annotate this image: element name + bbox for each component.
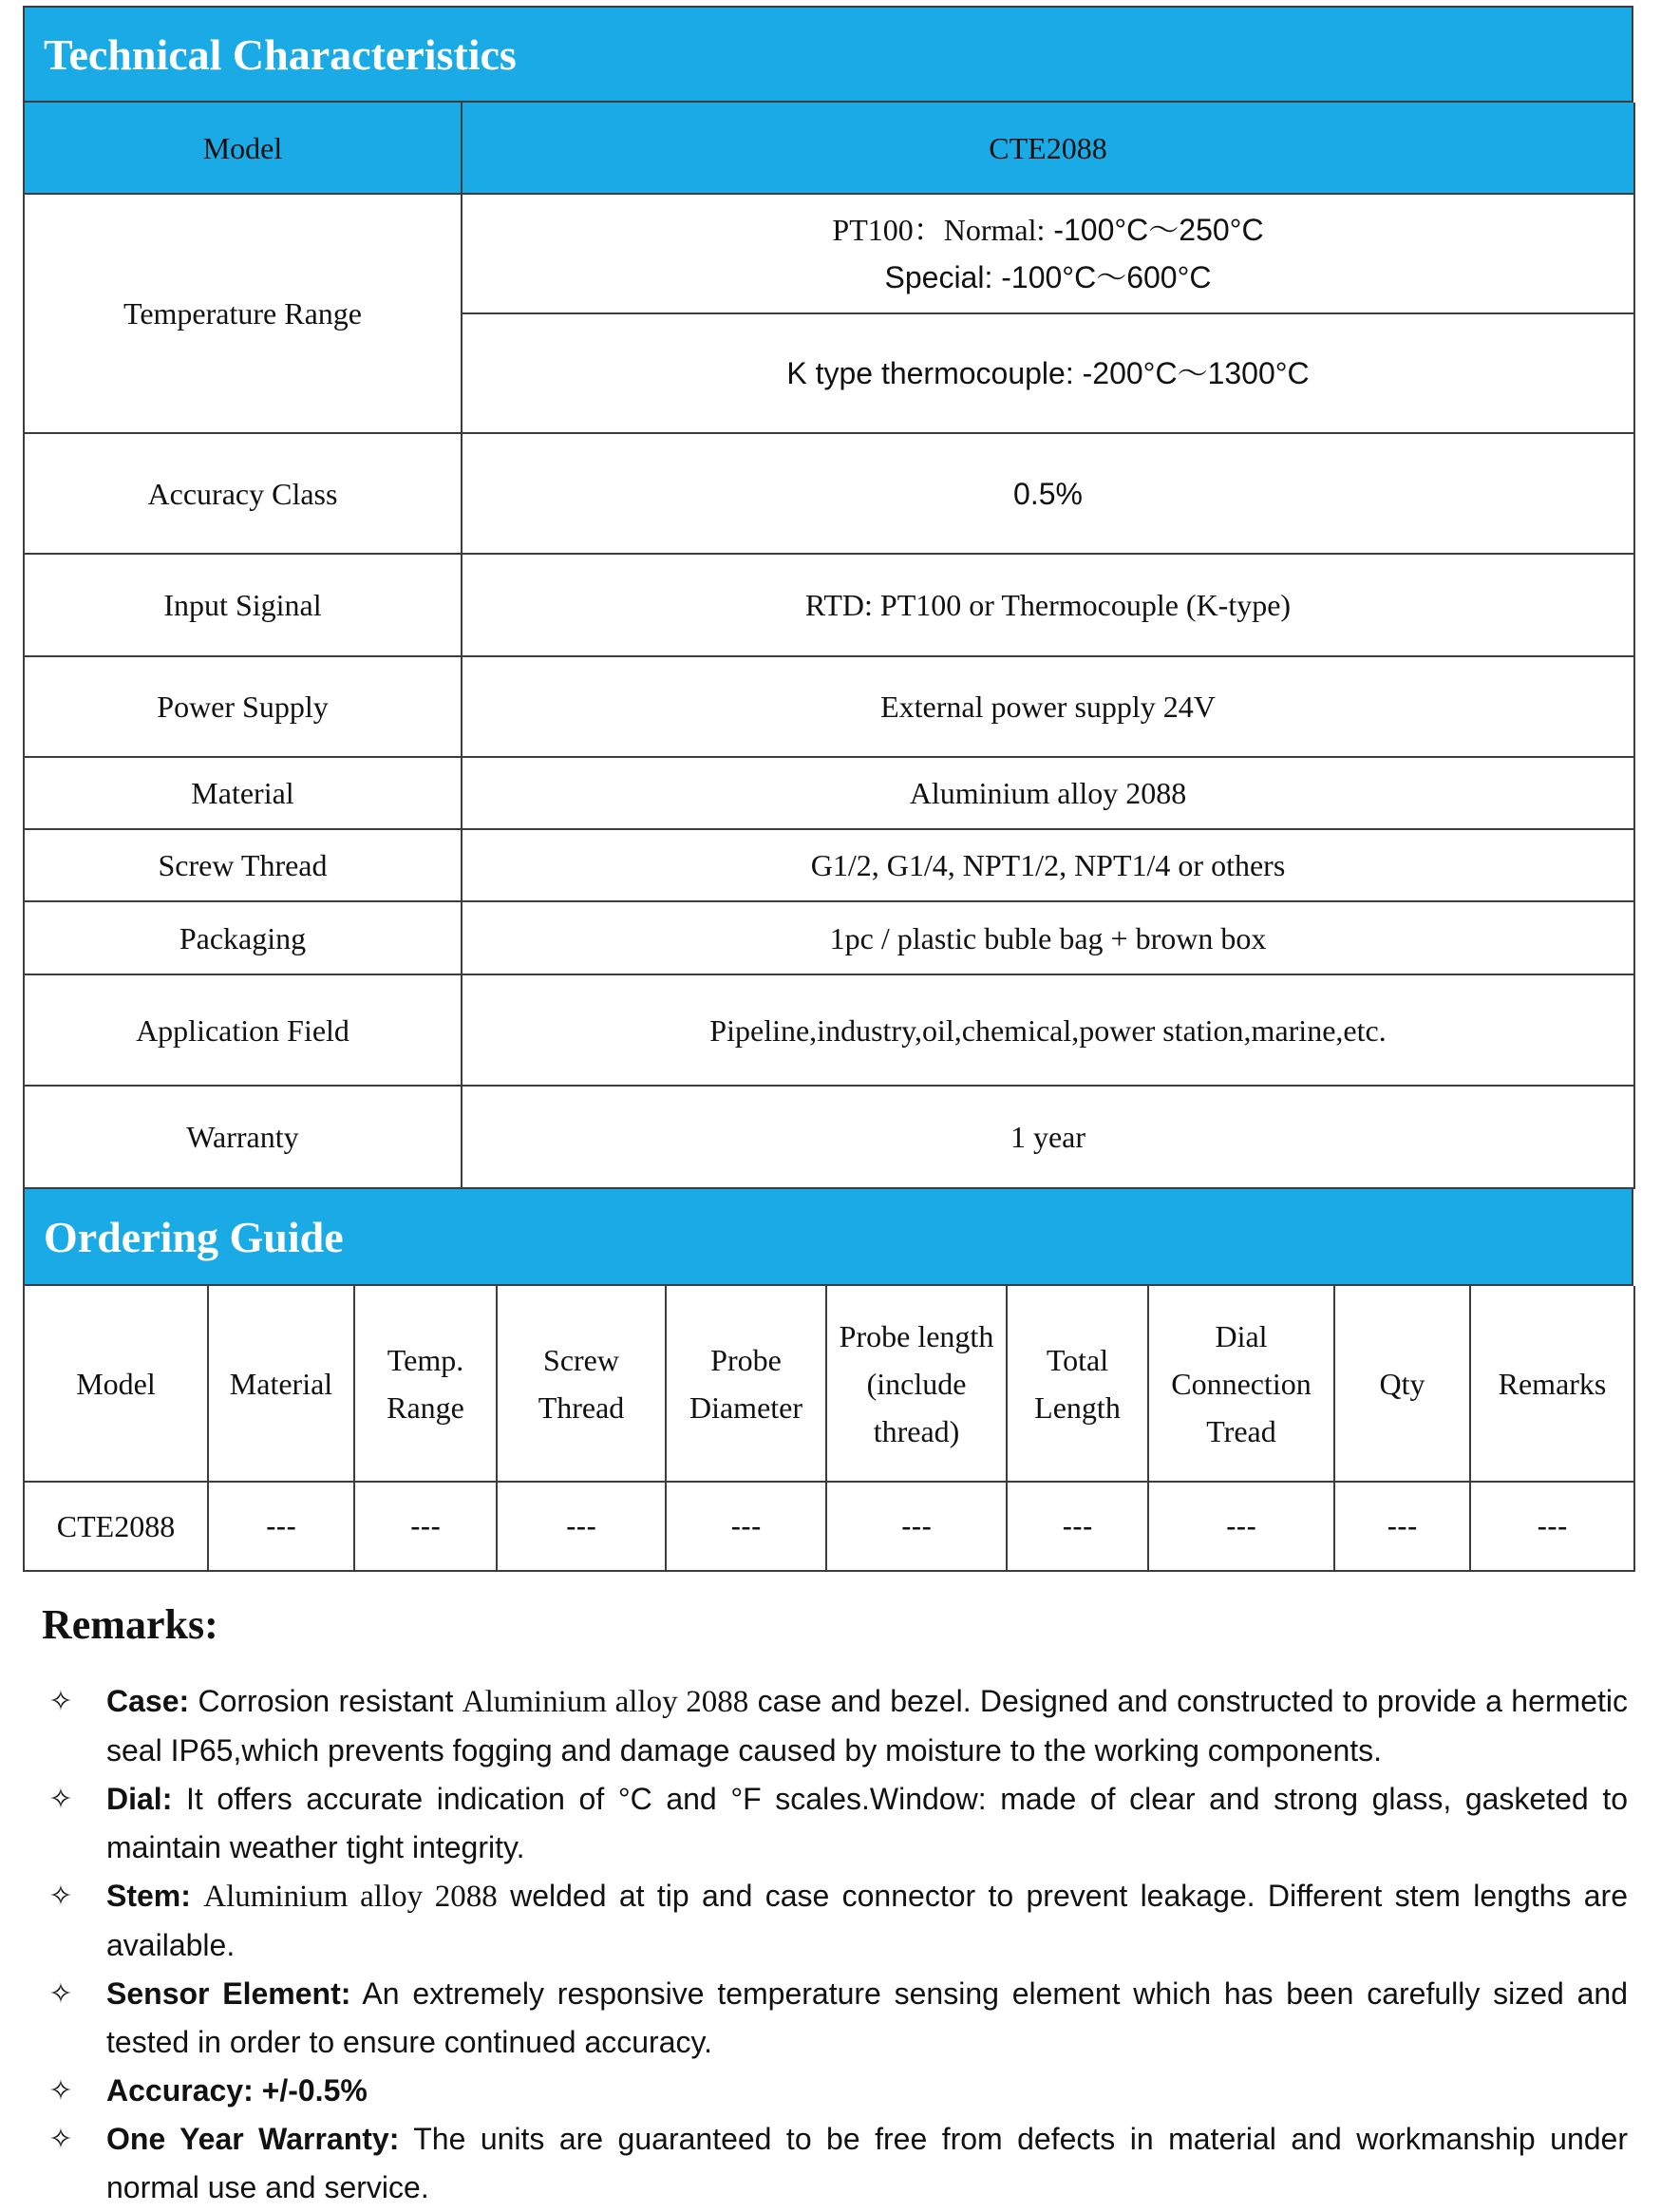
cell-temp-range: --- — [354, 1482, 497, 1571]
spec-sheet — [23, 6, 1633, 1572]
remarks-title: Remarks: — [42, 1601, 218, 1648]
power-supply-value: External power supply 24V — [462, 656, 1634, 757]
star-bullet-icon: ✧ — [48, 1880, 73, 1913]
cell-probe-length: --- — [826, 1482, 1007, 1571]
col-probe-length: Probe length (include thread) — [826, 1286, 1007, 1482]
technical-characteristics-title: Technical Characteristics — [44, 29, 517, 79]
star-bullet-icon: ✧ — [48, 2123, 73, 2156]
col-total-length: Total Length — [1007, 1286, 1148, 1482]
packaging-label: Packaging — [24, 901, 462, 974]
cell-total-length: --- — [1007, 1482, 1148, 1571]
ordering-data-row — [24, 1482, 1634, 1571]
application-field-row — [24, 974, 1634, 1086]
application-field-value: Pipeline,industry,oil,chemical,power station,marine,etc. — [462, 974, 1634, 1086]
ordering-header-row — [24, 1286, 1634, 1482]
cell-screw-thread: --- — [497, 1482, 666, 1571]
accuracy-class-row — [24, 433, 1634, 554]
material-row — [24, 757, 1634, 829]
remarks-section — [42, 1592, 1628, 2212]
star-bullet-icon: ✧ — [48, 1977, 73, 2011]
ordering-guide-header — [23, 1189, 1633, 1286]
remark-warranty: ✧ One Year Warranty: The units are guaranteed to be free from defects in material and workmanship under normal use and service. — [42, 2115, 1628, 2212]
remark-accuracy-label: Accuracy: +/-0.5% — [106, 2073, 368, 2108]
application-field-label: Application Field — [24, 974, 462, 1086]
accuracy-class-label: Accuracy Class — [24, 433, 462, 554]
power-supply-row — [24, 656, 1634, 757]
remark-sensor-label: Sensor Element: — [106, 1976, 351, 2011]
warranty-row — [24, 1086, 1634, 1188]
col-temp-range: Temp. Range — [354, 1286, 497, 1482]
star-bullet-icon: ✧ — [48, 2074, 73, 2108]
temperature-range-row — [24, 194, 1634, 313]
pt100-normal: -100°C～250°C — [1045, 213, 1264, 247]
remark-warranty-label: One Year Warranty: — [106, 2122, 400, 2156]
screw-thread-row — [24, 829, 1634, 901]
model-header-row — [24, 103, 1634, 194]
cell-dial-connection: --- — [1148, 1482, 1334, 1571]
col-qty: Qty — [1334, 1286, 1470, 1482]
packaging-row — [24, 901, 1634, 974]
power-supply-label: Power Supply — [24, 656, 462, 757]
screw-thread-label: Screw Thread — [24, 829, 462, 901]
warranty-value: 1 year — [462, 1086, 1634, 1188]
remark-case: ✧ Case: Corrosion resistant Aluminium alloy 2088 case and bezel. Designed and constructed to provide a hermetic seal IP65,which prevents fogging and damage caused by moisture to the working components. — [42, 1677, 1628, 1775]
input-signal-value: RTD: PT100 or Thermocouple (K-type) — [462, 554, 1634, 656]
remark-case-label: Case: — [106, 1684, 190, 1718]
material-value: Aluminium alloy 2088 — [462, 757, 1634, 829]
technical-characteristics-table — [23, 103, 1635, 1189]
input-signal-label: Input Siginal — [24, 554, 462, 656]
ordering-guide-table — [23, 1286, 1635, 1572]
cell-qty: --- — [1334, 1482, 1470, 1571]
remark-sensor-element: ✧ Sensor Element: An extremely responsive temperature sensing element which has been carefully sized and tested in order to ensure continued accuracy. — [42, 1970, 1628, 2067]
material-label: Material — [24, 757, 462, 829]
col-screw-thread: Screw Thread — [497, 1286, 666, 1482]
star-bullet-icon: ✧ — [48, 1783, 73, 1816]
star-bullet-icon: ✧ — [48, 1685, 73, 1718]
ordering-guide-title: Ordering Guide — [44, 1212, 344, 1261]
col-probe-diameter: Probe Diameter — [666, 1286, 826, 1482]
col-material: Material — [208, 1286, 354, 1482]
remark-accuracy — [42, 2067, 1628, 2115]
cell-remarks: --- — [1470, 1482, 1634, 1571]
model-value: CTE2088 — [462, 103, 1634, 194]
accuracy-class-value: 0.5% — [462, 433, 1634, 554]
remark-stem-label: Stem: — [106, 1879, 191, 1913]
screw-thread-value: G1/2, G1/4, NPT1/2, NPT1/4 or others — [462, 829, 1634, 901]
remark-stem: ✧ Stem: Aluminium alloy 2088 welded at tip and case connector to prevent leakage. Different stem lengths are available. — [42, 1872, 1628, 1970]
cell-material: --- — [208, 1482, 354, 1571]
input-signal-row — [24, 554, 1634, 656]
pt100-special: Special: -100°C～600°C — [884, 260, 1212, 294]
remark-dial: ✧ Dial: It offers accurate indication of °C and °F scales.Window: made of clear and strong glass, gasketed to maintain weather tight integrity. — [42, 1775, 1628, 1872]
packaging-value: 1pc / plastic buble bag + brown box — [462, 901, 1634, 974]
technical-characteristics-header — [23, 6, 1633, 103]
col-remarks: Remarks — [1470, 1286, 1634, 1482]
col-dial-connection: Dial Connection Tread — [1148, 1286, 1334, 1482]
temperature-range-label: Temperature Range — [24, 194, 462, 433]
temperature-range-k-type: K type thermocouple: -200°C～1300°C — [462, 313, 1634, 433]
pt100-prefix: PT100：Normal: — [832, 213, 1046, 247]
model-label: Model — [24, 103, 462, 194]
remark-dial-label: Dial: — [106, 1782, 173, 1816]
col-model: Model — [24, 1286, 208, 1482]
cell-probe-diameter: --- — [666, 1482, 826, 1571]
warranty-label: Warranty — [24, 1086, 462, 1188]
temperature-range-pt100 — [462, 194, 1634, 313]
cell-model: CTE2088 — [24, 1482, 208, 1571]
